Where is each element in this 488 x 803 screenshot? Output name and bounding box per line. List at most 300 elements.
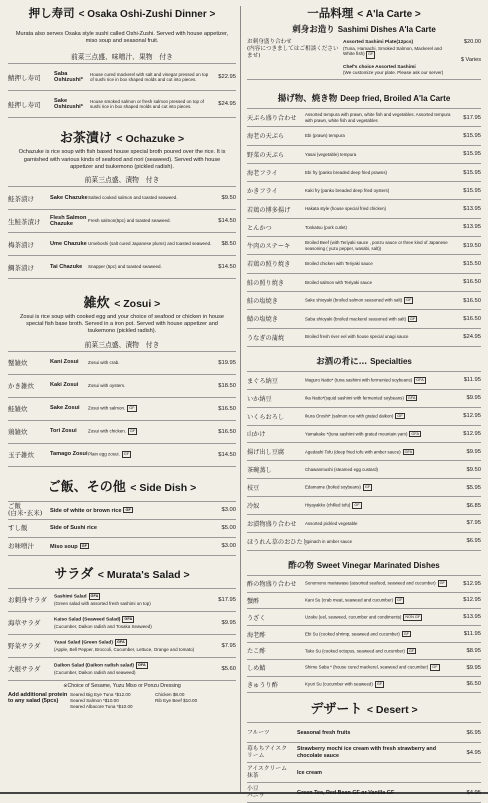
item-name-en-text: Daikon Salad (Daikon radish salad) <box>54 663 134 669</box>
item-price: $17.95 <box>218 596 236 603</box>
dietary-tag: GFA <box>137 662 146 667</box>
ochazuke-row <box>8 232 236 255</box>
vinegar-row <box>247 659 481 676</box>
ochazuke-note: 前菜三点盛、漬物 付き <box>84 176 160 185</box>
alacarte-title-en: < A'la Carte > <box>357 9 421 20</box>
item-desc-text: Sake shioyaki (broiled salmon seasoned with salt) <box>305 297 403 303</box>
salad-title-jp: サラダ <box>54 566 94 582</box>
item-desc <box>305 631 457 638</box>
item-name-jp: とんかつ <box>247 224 272 232</box>
item-price: $6.50 <box>466 681 481 688</box>
item-desc-text: House cured mackerel with salt and vinegar pressed on top of sushi rice in box shaped molds and cut into pieces. <box>90 72 209 83</box>
dietary-tag: GF <box>364 485 371 490</box>
add-protein-block <box>8 692 236 710</box>
item-name-jp: すし飯 <box>8 523 28 532</box>
item-name-en <box>54 639 212 647</box>
item-desc <box>305 484 457 491</box>
item-name-en: Kani Zosui <box>50 359 79 366</box>
item-desc-text: Umeboshi (salt cured Japanese plums) and toasted seaweed. <box>88 241 212 247</box>
item-name-jp: 生鮭茶漬け <box>8 217 41 226</box>
item-name-en: Sake Chazuke <box>50 194 88 201</box>
sashimi-subtitle <box>247 23 481 35</box>
item-price: $5.60 <box>221 665 236 672</box>
add-protein-label: Add additional protein to any salad (5pcs) <box>8 691 68 705</box>
item-name-jp: 玉子雑炊 <box>8 451 34 460</box>
item-price: $14.50 <box>218 264 236 271</box>
item-name-jp: うなぎの蒲焼 <box>247 334 285 342</box>
item-desc-text: Chawanmushi (steamed egg custard) <box>305 467 378 473</box>
item-name-en-text: Kaiso Salad (Seaweed Salad) <box>54 617 121 623</box>
dessert-title-en: < Desert > <box>366 704 418 717</box>
item-desc <box>88 218 212 223</box>
oshizushi-items <box>8 63 236 118</box>
ochazuke-title-jp: お茶漬け <box>59 131 112 147</box>
item-name-jp: 大根サラダ <box>8 665 41 674</box>
specialties-title-en: Specialties <box>370 356 412 366</box>
item-name-en-text: Yasai Salad (Green Salad) <box>54 640 113 646</box>
dietary-tag: GF <box>397 413 403 418</box>
side-title-en: < Side Dish > <box>130 481 197 494</box>
dietary-tag: GF <box>125 507 131 512</box>
sashimi-jp <box>247 39 343 76</box>
item-desc-text: (Green salad with assorted fresh sashimi on top) <box>54 600 151 606</box>
item-price: $6.85 <box>466 502 481 509</box>
fried-row <box>247 108 481 126</box>
item-name-jp: 鮭の塩焼き <box>247 298 278 306</box>
item-name-en <box>54 593 212 601</box>
vinegar-row <box>247 676 481 694</box>
item-name-jp: 鮭雑炊 <box>8 405 28 414</box>
right-column <box>247 6 481 803</box>
item-desc <box>88 360 212 365</box>
item-name-jp: 蟹雑炊 <box>8 359 28 368</box>
zosui-row <box>8 443 236 467</box>
vinegar-items <box>247 575 481 694</box>
item-name-jp: きゅうり酢 <box>247 681 278 689</box>
item-name-en: Sake Zosui <box>50 405 80 412</box>
dietary-tag: GF <box>432 665 438 670</box>
item-name-jp: 苺もちアイスク リーム <box>247 746 287 759</box>
item-desc-text: (Cucumber, Daikon radish and Tosaka Seaweed) <box>54 623 152 629</box>
item-name-jp: お味噌汁 <box>8 541 34 550</box>
item-name-en: Ice cream <box>297 769 322 776</box>
add-protein-option: Rib Eye Beef $10.00 <box>155 697 198 703</box>
vinegar-row <box>247 642 481 659</box>
salad-row <box>8 588 236 611</box>
item-name-en-text: Miso soup <box>50 543 78 550</box>
specialties-row <box>247 532 481 551</box>
fried-row <box>247 145 481 163</box>
sashimi-plate-name: Assorted Sashimi Plate(12pcs) <box>343 40 414 45</box>
fried-row <box>247 328 481 347</box>
item-desc-text: Yasai (vegetable) tempura <box>305 151 357 157</box>
dessert-title <box>247 703 481 717</box>
item-desc <box>54 639 212 652</box>
item-name-en: Flesh Salmon Chazuke <box>50 214 87 228</box>
item-desc-text: Hakata style (house special fried chicken) <box>305 206 387 212</box>
vinegar-title <box>247 559 481 571</box>
item-price: $14.50 <box>218 218 236 225</box>
item-name-jp: 冷奴 <box>247 503 260 510</box>
vinegar-title-jp: 酢の物 <box>288 560 314 571</box>
salad-row <box>8 611 236 634</box>
item-name-jp: 蟹酢 <box>247 597 260 605</box>
item-desc <box>90 99 212 110</box>
chef-choice-desc: (We customize your plate. Please ask our server) <box>343 70 444 76</box>
item-desc <box>305 597 457 604</box>
ochazuke-title-en: < Ochazuke > <box>116 133 185 146</box>
fried-row <box>247 181 481 199</box>
item-desc <box>305 377 457 384</box>
item-price: $11.95 <box>463 377 481 384</box>
item-desc <box>305 449 457 456</box>
item-name-jp: 海老の天ぷら <box>247 133 285 141</box>
alacarte-title <box>247 6 481 22</box>
item-price: $9.95 <box>466 664 481 671</box>
item-desc-text: Kaki fry (panko breaded deep fried oysters) <box>305 188 390 194</box>
item-name-jp: 天ぷら盛り合わせ <box>247 115 297 123</box>
fried-title-en: Deep fried, Broiled A'la Carte <box>340 93 451 103</box>
item-desc <box>305 467 457 472</box>
item-price: $8.50 <box>221 241 236 248</box>
dietary-tag: NON GF <box>405 614 421 619</box>
item-desc-text: Kani Su (crab meat, seaweed and cucumber) <box>305 597 394 603</box>
fried-row <box>247 254 481 272</box>
item-name-jp: いくらおろし <box>247 413 285 421</box>
sashimi-prices <box>453 39 481 76</box>
item-name-en: Strawberry mochi ice cream with fresh strawberry and chocolate sauce <box>297 746 437 759</box>
vinegar-row <box>247 592 481 609</box>
oshizushi-row <box>8 90 236 118</box>
item-name-en: Sake Oshizushi* <box>54 98 83 111</box>
item-name-jp: 揚げ出し豆腐 <box>247 449 285 457</box>
dessert-row <box>247 722 481 742</box>
fried-row <box>247 291 481 309</box>
zosui-title-jp: 雑炊 <box>83 296 110 312</box>
fried-row <box>247 218 481 236</box>
item-name-jp: アイスクリーム 抹茶 <box>247 766 287 779</box>
item-price: $15.95 <box>463 187 481 194</box>
specialties-row <box>247 442 481 460</box>
item-desc-text: Yamakake *(tuna sashimi with grated mountain yam) <box>305 431 408 437</box>
dessert-items <box>247 722 481 803</box>
item-desc-text: Sunomono mariawase (assorted seafood, seaweed and cucumber) <box>305 580 436 586</box>
item-name-jp: 若鶏の博多揚げ <box>247 206 291 214</box>
side-row <box>8 501 236 519</box>
specialties-title <box>247 355 481 367</box>
item-price: $12.95 <box>463 430 481 437</box>
item-price: $16.50 <box>463 279 481 286</box>
dietary-tag: GFA <box>116 639 125 644</box>
item-price: $5.00 <box>221 525 236 532</box>
salad-title <box>8 568 236 582</box>
side-title-jp: ご飯、その他 <box>47 479 126 495</box>
item-price: $24.95 <box>218 101 236 108</box>
fried-row <box>247 163 481 181</box>
zosui-row <box>8 351 236 374</box>
item-desc <box>305 188 457 193</box>
item-desc-text: Ebi (prawn) tempura <box>305 133 345 139</box>
item-name-jp: 茶碗蒸し <box>247 467 272 475</box>
item-name-en: Ume Chazuke <box>50 240 87 247</box>
item-price: $11.95 <box>463 631 481 638</box>
item-name-jp: しめ鯖 <box>247 665 266 673</box>
add-protein-options <box>70 692 236 710</box>
item-name-en <box>50 543 212 550</box>
item-price: $16.50 <box>218 405 236 412</box>
specialties-row <box>247 371 481 389</box>
specialties-row <box>247 407 481 425</box>
dessert-row <box>247 762 481 782</box>
item-desc-text: Plain egg zosui. <box>88 451 120 457</box>
item-name-jp: フルーツ <box>247 729 270 736</box>
item-name-jp: 小豆 バニラ <box>247 786 265 799</box>
oshizushi-title-jp: 押し寿司 <box>28 6 75 20</box>
item-price: $7.95 <box>221 642 236 649</box>
item-price: $9.50 <box>221 195 236 202</box>
item-desc <box>305 133 457 138</box>
zosui-row <box>8 397 236 420</box>
dietary-tag: GFA <box>416 377 424 382</box>
oshizushi-title <box>8 6 236 22</box>
chef-choice-name: Chef's choice Assorted Sashimi <box>343 64 416 70</box>
dietary-tag: GFA <box>124 616 133 621</box>
item-desc-text: Zosui with oysters. <box>88 382 126 388</box>
item-desc <box>90 72 212 83</box>
item-desc <box>54 593 212 606</box>
item-desc <box>305 152 457 157</box>
item-desc <box>88 383 212 388</box>
item-name-jp: 牛肉のステーキ <box>247 243 291 251</box>
oshizushi-desc: Murata also serves Osaka style sushi called Oshi-Zushi. Served with house appetizer, miso soup and seasonal fruit. <box>15 31 229 45</box>
add-protein-option: Chicken $8.00 <box>155 691 185 697</box>
item-name-jp: ほうれん草のおひたし <box>247 538 309 546</box>
item-desc-text: Spinach in amber sauce <box>305 538 353 544</box>
item-desc <box>88 451 212 458</box>
column-divider <box>240 6 241 792</box>
item-name-en: Saba Oshizushi* <box>54 71 83 84</box>
dietary-tag: GF <box>439 581 445 586</box>
item-desc-text: Tako Su (cooked octopus, seaweed and cucumber) <box>305 647 405 653</box>
item-desc-text: Zosui with chicken. <box>88 428 127 434</box>
item-price: $19.95 <box>218 359 236 366</box>
oshizushi-note: 前菜三点盛、味噌汁、果物 付き <box>71 53 173 62</box>
item-name-jp: まぐろ納豆 <box>247 377 278 385</box>
item-name-jp: 野菜サラダ <box>8 642 41 651</box>
specialties-row <box>247 496 481 514</box>
zosui-row <box>8 374 236 397</box>
ochazuke-row <box>8 186 236 209</box>
specialties-row <box>247 425 481 443</box>
sashimi-plate-tag: GF <box>366 51 375 59</box>
item-desc <box>88 428 212 435</box>
item-desc <box>305 395 457 402</box>
vinegar-row <box>247 575 481 592</box>
item-desc-text: House smoked salmon or fresh salmon pressed on top of sushi rice in box shaped molds and cut into pieces. <box>90 99 205 110</box>
item-price: $18.50 <box>218 382 236 389</box>
item-price: $13.95 <box>463 224 481 231</box>
item-price: $12.95 <box>463 413 481 420</box>
item-desc <box>88 264 212 269</box>
item-desc-text: Ikura Oroshi* (salmon roe with grated daikon) <box>305 413 394 419</box>
item-price: $19.50 <box>463 242 481 249</box>
item-name-en: Kaki Zosui <box>50 382 79 389</box>
item-price: $9.95 <box>466 448 481 455</box>
item-desc-text: Ebi fry (panko breaded deep fried prawns) <box>305 169 388 175</box>
sashimi-subtitle-jp: 刺身お造り <box>292 25 335 35</box>
item-price: $9.95 <box>466 395 481 402</box>
item-name-en <box>54 616 212 624</box>
item-desc-text: Saba shioyaki (broiled mackerel seasoned with salt) <box>305 316 407 322</box>
item-name-jp: かきフライ <box>247 188 278 196</box>
item-desc-text: Assorted pickled vegetable <box>305 520 358 526</box>
vinegar-row <box>247 608 481 625</box>
item-desc-text: Broiled fresh river eel with house special unagi sauce <box>305 334 409 340</box>
item-price: $4.95 <box>466 789 481 796</box>
dietary-tag: GF <box>410 316 416 321</box>
item-desc <box>305 521 457 526</box>
left-column <box>8 6 236 710</box>
item-name-jp: 若鶏の照り焼き <box>247 261 291 269</box>
item-desc-text: Assorted tempura with prawn, white fish and vegetables. Assorted tempura with prawn, white fish and vegetables <box>305 112 451 123</box>
chef-choice-price: $ Varies <box>460 57 481 63</box>
item-desc <box>88 241 212 246</box>
sashimi-plate-desc-text: (Tuna, Hamachi, Smoked Salmon, Mackerel and White fish) <box>343 45 442 57</box>
item-price: $22.95 <box>218 74 236 81</box>
item-desc <box>305 614 457 621</box>
add-protein-option: Seared Albacore Tuna *$10.00 <box>70 703 133 709</box>
zosui-title-en: < Zosui > <box>114 298 161 311</box>
salad-title-en: < Murata's Salad > <box>97 568 190 581</box>
item-desc-text: (Cucumber, Daikon radish and seaweed) <box>54 669 136 675</box>
item-desc <box>305 431 457 438</box>
item-name-jp: 野菜の天ぷら <box>247 151 285 159</box>
item-price: $15.95 <box>463 169 481 176</box>
item-name-en-text: Side of Sushi rice <box>50 524 97 531</box>
item-desc <box>305 539 457 544</box>
item-desc-text: Salted cooked salmon and toasted seaweed. <box>88 195 178 201</box>
item-name-en: Tamago Zosui <box>50 451 88 458</box>
fried-row <box>247 273 481 291</box>
ochazuke-desc: Ochazuke is rice soup with fish based house special broth poured over the rice. It is garnished with various kinds of seafood and nori (seaweed). Served with house appetizer and tsukemono (pickled radish). <box>18 149 226 170</box>
item-name-jp: 海老酢 <box>247 631 266 639</box>
add-protein-option: Seared Big Eye Tuna *$12.00 <box>70 691 131 697</box>
item-name-en: Tori Zosui <box>50 428 77 435</box>
item-name-en-text: Sashimi Salad <box>54 594 87 600</box>
fried-row <box>247 236 481 254</box>
sashimi-plates <box>247 39 481 80</box>
dietary-tag: GFA <box>404 449 413 454</box>
item-name-en <box>50 525 212 531</box>
item-price: $16.50 <box>463 297 481 304</box>
item-name-en <box>54 662 212 670</box>
add-protein-option: Seared Salmon *$10.00 <box>70 697 119 703</box>
item-price: $13.95 <box>463 614 481 621</box>
dietary-tag: GF <box>397 598 403 603</box>
item-price: $6.95 <box>466 538 481 545</box>
item-desc-text: Broiled salmon with Teriyaki sauce <box>305 279 373 285</box>
item-name-jp: 鶏雑炊 <box>8 428 28 437</box>
item-name-en-text: Side of white or brown rice <box>50 507 122 514</box>
item-name-jp: うざく <box>247 614 266 622</box>
dietary-tag: GF <box>408 648 415 653</box>
item-desc <box>54 616 212 629</box>
item-name-en: Tai Chazuke <box>50 263 83 270</box>
item-desc-text: Tonkatsu (pork cutlet) <box>305 224 347 230</box>
item-price: $17.95 <box>463 114 481 121</box>
add-protein-option <box>155 704 236 710</box>
item-desc-text: Broiled Beef (with Teriyaki sauce , ponzu sauce or three kind of Japanese seasoning ( yuzu pepper, wasabi, salt)) <box>305 240 448 251</box>
salad-row <box>8 657 236 681</box>
item-price: $14.50 <box>218 451 236 458</box>
item-desc-text: Snapper (5pc) and toasted seaweed. <box>88 264 162 270</box>
sashimi-plate-desc <box>343 46 453 59</box>
dietary-tag: GF <box>129 406 135 411</box>
specialties-row <box>247 460 481 478</box>
sashimi-jp-line2: (内容につきましてはご相談くださいませ) <box>247 46 339 59</box>
item-price: $9.95 <box>221 619 236 626</box>
side-row <box>8 537 236 556</box>
dietary-tag: GFA <box>411 431 420 436</box>
dessert-row <box>247 782 481 803</box>
item-desc <box>305 261 457 266</box>
item-desc <box>305 206 457 211</box>
item-name-jp: 酢の物盛り合わせ <box>247 581 297 589</box>
item-desc <box>305 240 457 251</box>
side-row <box>8 519 236 537</box>
item-desc <box>305 297 457 304</box>
dietary-tag: GF <box>376 682 383 687</box>
ochazuke-items <box>8 186 236 279</box>
item-name-jp: かき雑炊 <box>8 382 34 391</box>
vinegar-title-en: Sweet Vinegar Marinated Dishes <box>316 560 440 570</box>
zosui-items <box>8 351 236 467</box>
fried-title <box>247 92 481 104</box>
specialties-row <box>247 478 481 496</box>
item-desc <box>305 334 457 339</box>
item-name-jp: 鮭の照り焼き <box>247 279 285 287</box>
item-price: $3.00 <box>221 507 236 514</box>
item-price: $12.95 <box>463 580 481 587</box>
fried-row <box>247 309 481 327</box>
salad-row <box>8 634 236 657</box>
dessert-row <box>247 742 481 762</box>
item-desc-text: Agedashi Tofu (deep fried tofu with amber sauce) <box>305 448 401 454</box>
item-desc-text: Fresh salmon(5pc) and toasted seaweed. <box>88 218 171 224</box>
item-name-jp: 鯛茶漬け <box>8 263 34 272</box>
dietary-tag: GF <box>354 503 360 508</box>
item-name-jp: 山かけ <box>247 431 266 439</box>
specialties-items <box>247 371 481 551</box>
item-name-jp: 鯖の塩焼き <box>247 316 278 324</box>
item-name-jp: たこ酢 <box>247 648 266 656</box>
dietary-tag: GF <box>403 631 409 636</box>
item-desc-text: Kyuri Su (cucumber with seaweed) <box>305 681 373 687</box>
item-desc-text: (Apple, Bell Pepper, Broccoli, Cucumber, Lettuce, Orange and tomato) <box>54 646 195 652</box>
sashimi-subtitle-en: Sashimi Dishes A'la Carte <box>337 25 436 34</box>
item-name-jp: 枝豆 <box>247 485 260 493</box>
item-desc <box>54 662 212 675</box>
fried-row <box>247 199 481 217</box>
item-name-jp: お刺身サラダ <box>8 596 47 605</box>
dietary-tag: GFA <box>407 395 416 400</box>
item-desc-text: Hiyayakko (chilled tofu) <box>305 502 351 508</box>
item-desc-text: Edamame (boiled soybeans) <box>305 484 361 490</box>
item-price: $13.95 <box>463 206 481 213</box>
fried-title-jp: 揚げ物、焼き物 <box>277 93 338 104</box>
item-name-jp: 海草サラダ <box>8 619 41 628</box>
ochazuke-row <box>8 255 236 279</box>
